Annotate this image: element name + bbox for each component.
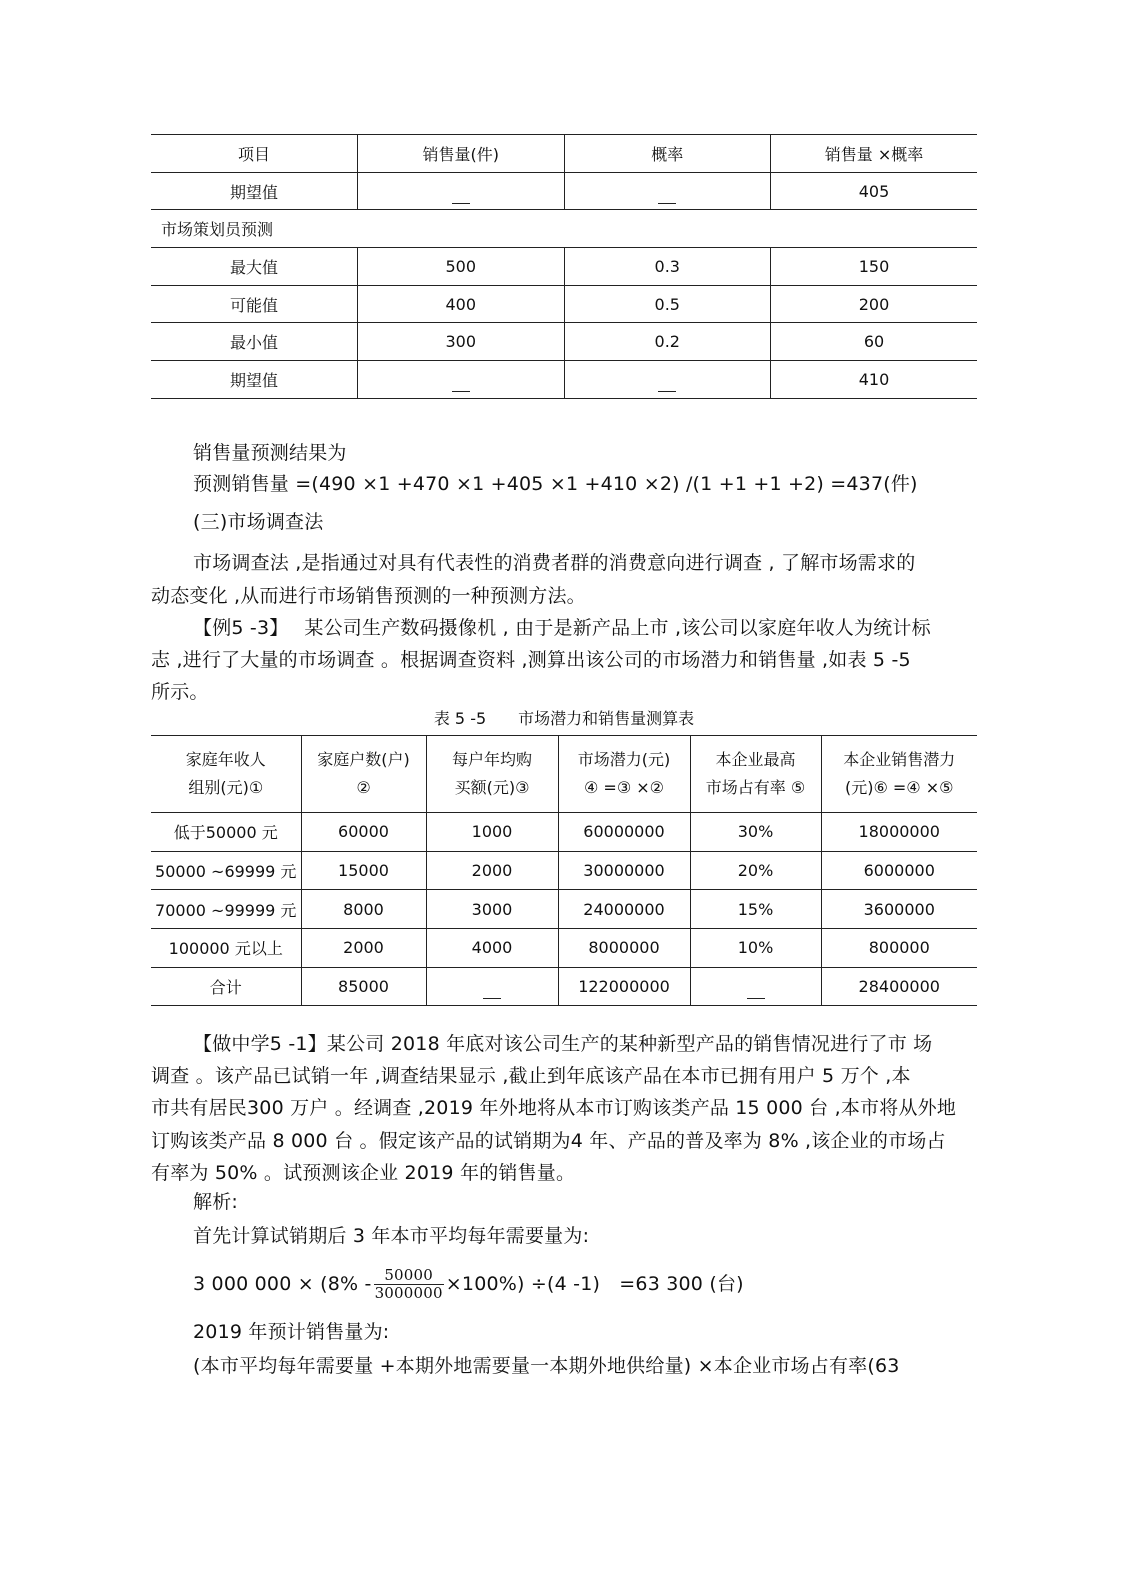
product-cell: 200	[771, 285, 978, 323]
section-label: 市场策划员预测	[151, 210, 977, 248]
cell: 30%	[690, 813, 821, 852]
empty-dash-cell	[564, 361, 771, 399]
cell: 合计	[151, 967, 301, 1006]
row-label: 可能值	[151, 285, 358, 323]
cell: 低于50000 元	[151, 813, 301, 852]
dash-placeholder	[658, 203, 676, 204]
header-cell: 销售量(件)	[358, 135, 565, 173]
prob-cell: 0.2	[564, 323, 771, 361]
table-caption: 表 5 -5 市场潜力和销售量测算表	[433, 709, 695, 728]
header-line: ②	[356, 778, 371, 797]
product-cell: 60	[771, 323, 978, 361]
row-label: 最小值	[151, 323, 358, 361]
row-label: 最大值	[151, 248, 358, 286]
cell: 85000	[301, 967, 426, 1006]
exercise-line-2: 调查 。该产品已试销一年 ,调查结果显示 ,截止到年底该产品在本市已拥有用户 5 万个 ,本	[151, 1065, 911, 1087]
empty-dash-cell	[564, 172, 771, 210]
calc-prefix: 3 000 000 × (8% -	[193, 1273, 372, 1295]
calculation-line	[151, 1264, 977, 1304]
calc-suffix: ×100%) ÷(4 -1) =63 300 (台)	[445, 1273, 744, 1295]
cell: 2000	[426, 851, 558, 890]
sales-probability-table	[151, 134, 977, 399]
empty-dash-cell	[426, 967, 558, 1006]
fraction	[374, 1267, 444, 1302]
header-cell: 项目	[151, 135, 358, 173]
dash-placeholder	[452, 203, 470, 204]
prob-cell: 0.5	[564, 285, 771, 323]
fraction-numerator: 50000	[374, 1267, 444, 1285]
header-line: 买额(元)③	[454, 778, 530, 797]
cell: 100000 元以上	[151, 929, 301, 968]
table-row	[151, 929, 977, 968]
exercise-line-4: 订购该类产品 8 000 台 。假定该产品的试销期为4 年、产品的普及率为 8% ,该企业的市场占	[151, 1130, 946, 1152]
cell: 2000	[301, 929, 426, 968]
result-formula: 预测销售量 =(490 ×1 +470 ×1 +405 ×1 +410 ×2) /(1 +1 +1 +2) =437(件)	[193, 473, 918, 495]
section-row	[151, 210, 977, 248]
header-cell: 销售量 ×概率	[771, 135, 978, 173]
definition-line-1: 市场调查法 ,是指通过对具有代表性的消费者群的消费意向进行调查 , 了解市场需求的	[193, 552, 916, 574]
cell: 50000 ~69999 元	[151, 851, 301, 890]
header-line: 市场潜力(元)	[577, 750, 671, 769]
product-cell: 405	[771, 172, 978, 210]
cell: 10%	[690, 929, 821, 968]
definition-line-2: 动态变化 ,从而进行市场销售预测的一种预测方法。	[151, 585, 586, 607]
exercise-line-1: 【做中学5 -1】某公司 2018 年底对该公司生产的某种新型产品的销售情况进行了市 场	[193, 1033, 933, 1055]
header-cell	[690, 736, 821, 813]
dash-placeholder	[483, 998, 501, 999]
table-row	[151, 285, 977, 323]
table-row	[151, 323, 977, 361]
cell: 70000 ~99999 元	[151, 890, 301, 929]
analysis-step-2: 2019 年预计销售量为:	[193, 1321, 390, 1343]
analysis-formula: (本市平均每年需要量 +本期外地需要量一本期外地供给量) ×本企业市场占有率(63	[193, 1355, 900, 1377]
header-cell: 概率	[564, 135, 771, 173]
market-potential-table	[151, 735, 977, 1006]
exercise-line-3: 市共有居民300 万户 。经调查 ,2019 年外地将从本市订购该类产品 15 000 台 ,本市将从外地	[151, 1097, 957, 1119]
dash-placeholder	[747, 998, 765, 999]
header-line: ④ =③ ×②	[583, 778, 664, 797]
section-heading: (三)市场调查法	[193, 511, 324, 533]
cell: 60000	[301, 813, 426, 852]
header-line: 市场占有率 ⑤	[705, 778, 806, 797]
product-cell: 150	[771, 248, 978, 286]
sales-cell: 500	[358, 248, 565, 286]
header-line: 家庭户数(户)	[317, 750, 410, 769]
cell: 18000000	[821, 813, 977, 852]
cell: 6000000	[821, 851, 977, 890]
empty-dash-cell	[358, 172, 565, 210]
header-line: 每户年均购	[451, 750, 532, 769]
cell: 3600000	[821, 890, 977, 929]
cell: 20%	[690, 851, 821, 890]
cell: 122000000	[558, 967, 690, 1006]
header-line: 本企业最高	[715, 750, 796, 769]
dash-placeholder	[658, 391, 676, 392]
fraction-denominator: 3000000	[374, 1284, 443, 1302]
product-cell: 410	[771, 361, 978, 399]
cell: 60000000	[558, 813, 690, 852]
cell: 8000	[301, 890, 426, 929]
cell: 28400000	[821, 967, 977, 1006]
header-cell	[151, 736, 301, 813]
table-row	[151, 813, 977, 852]
cell: 1000	[426, 813, 558, 852]
analysis-label: 解析:	[193, 1191, 239, 1213]
table-header-row	[151, 135, 977, 173]
cell: 4000	[426, 929, 558, 968]
header-cell	[301, 736, 426, 813]
header-cell	[558, 736, 690, 813]
total-row	[151, 967, 977, 1006]
example-line-2: 志 ,进行了大量的市场调查 。根据调查资料 ,测算出该公司的市场潜力和销售量 ,如表 5 -5	[151, 649, 911, 671]
cell: 24000000	[558, 890, 690, 929]
header-line: 家庭年收人	[185, 750, 266, 769]
dash-placeholder	[452, 391, 470, 392]
table-row	[151, 248, 977, 286]
example-line-3: 所示。	[151, 681, 209, 703]
row-label: 期望值	[151, 172, 358, 210]
table-row	[151, 851, 977, 890]
cell: 3000	[426, 890, 558, 929]
cell: 8000000	[558, 929, 690, 968]
prob-cell: 0.3	[564, 248, 771, 286]
table-row	[151, 172, 977, 210]
header-line: 本企业销售潜力	[843, 750, 956, 769]
analysis-step-1: 首先计算试销期后 3 年本市平均每年需要量为:	[193, 1225, 590, 1247]
table-row	[151, 361, 977, 399]
header-cell	[426, 736, 558, 813]
empty-dash-cell	[358, 361, 565, 399]
table-row	[151, 890, 977, 929]
table-header-row	[151, 736, 977, 813]
result-intro: 销售量预测结果为	[193, 442, 347, 464]
cell: 15%	[690, 890, 821, 929]
cell: 30000000	[558, 851, 690, 890]
row-label: 期望值	[151, 361, 358, 399]
exercise-line-5: 有率为 50% 。试预测该企业 2019 年的销售量。	[151, 1162, 576, 1184]
cell: 800000	[821, 929, 977, 968]
cell: 15000	[301, 851, 426, 890]
header-line: (元)⑥ =④ ×⑤	[844, 778, 954, 797]
header-cell	[821, 736, 977, 813]
empty-dash-cell	[690, 967, 821, 1006]
sales-cell: 400	[358, 285, 565, 323]
header-line: 组别(元)①	[188, 778, 264, 797]
sales-cell: 300	[358, 323, 565, 361]
example-line-1: 【例5 -3】 某公司生产数码摄像机 , 由于是新产品上市 ,该公司以家庭年收人为统计标	[193, 617, 931, 639]
